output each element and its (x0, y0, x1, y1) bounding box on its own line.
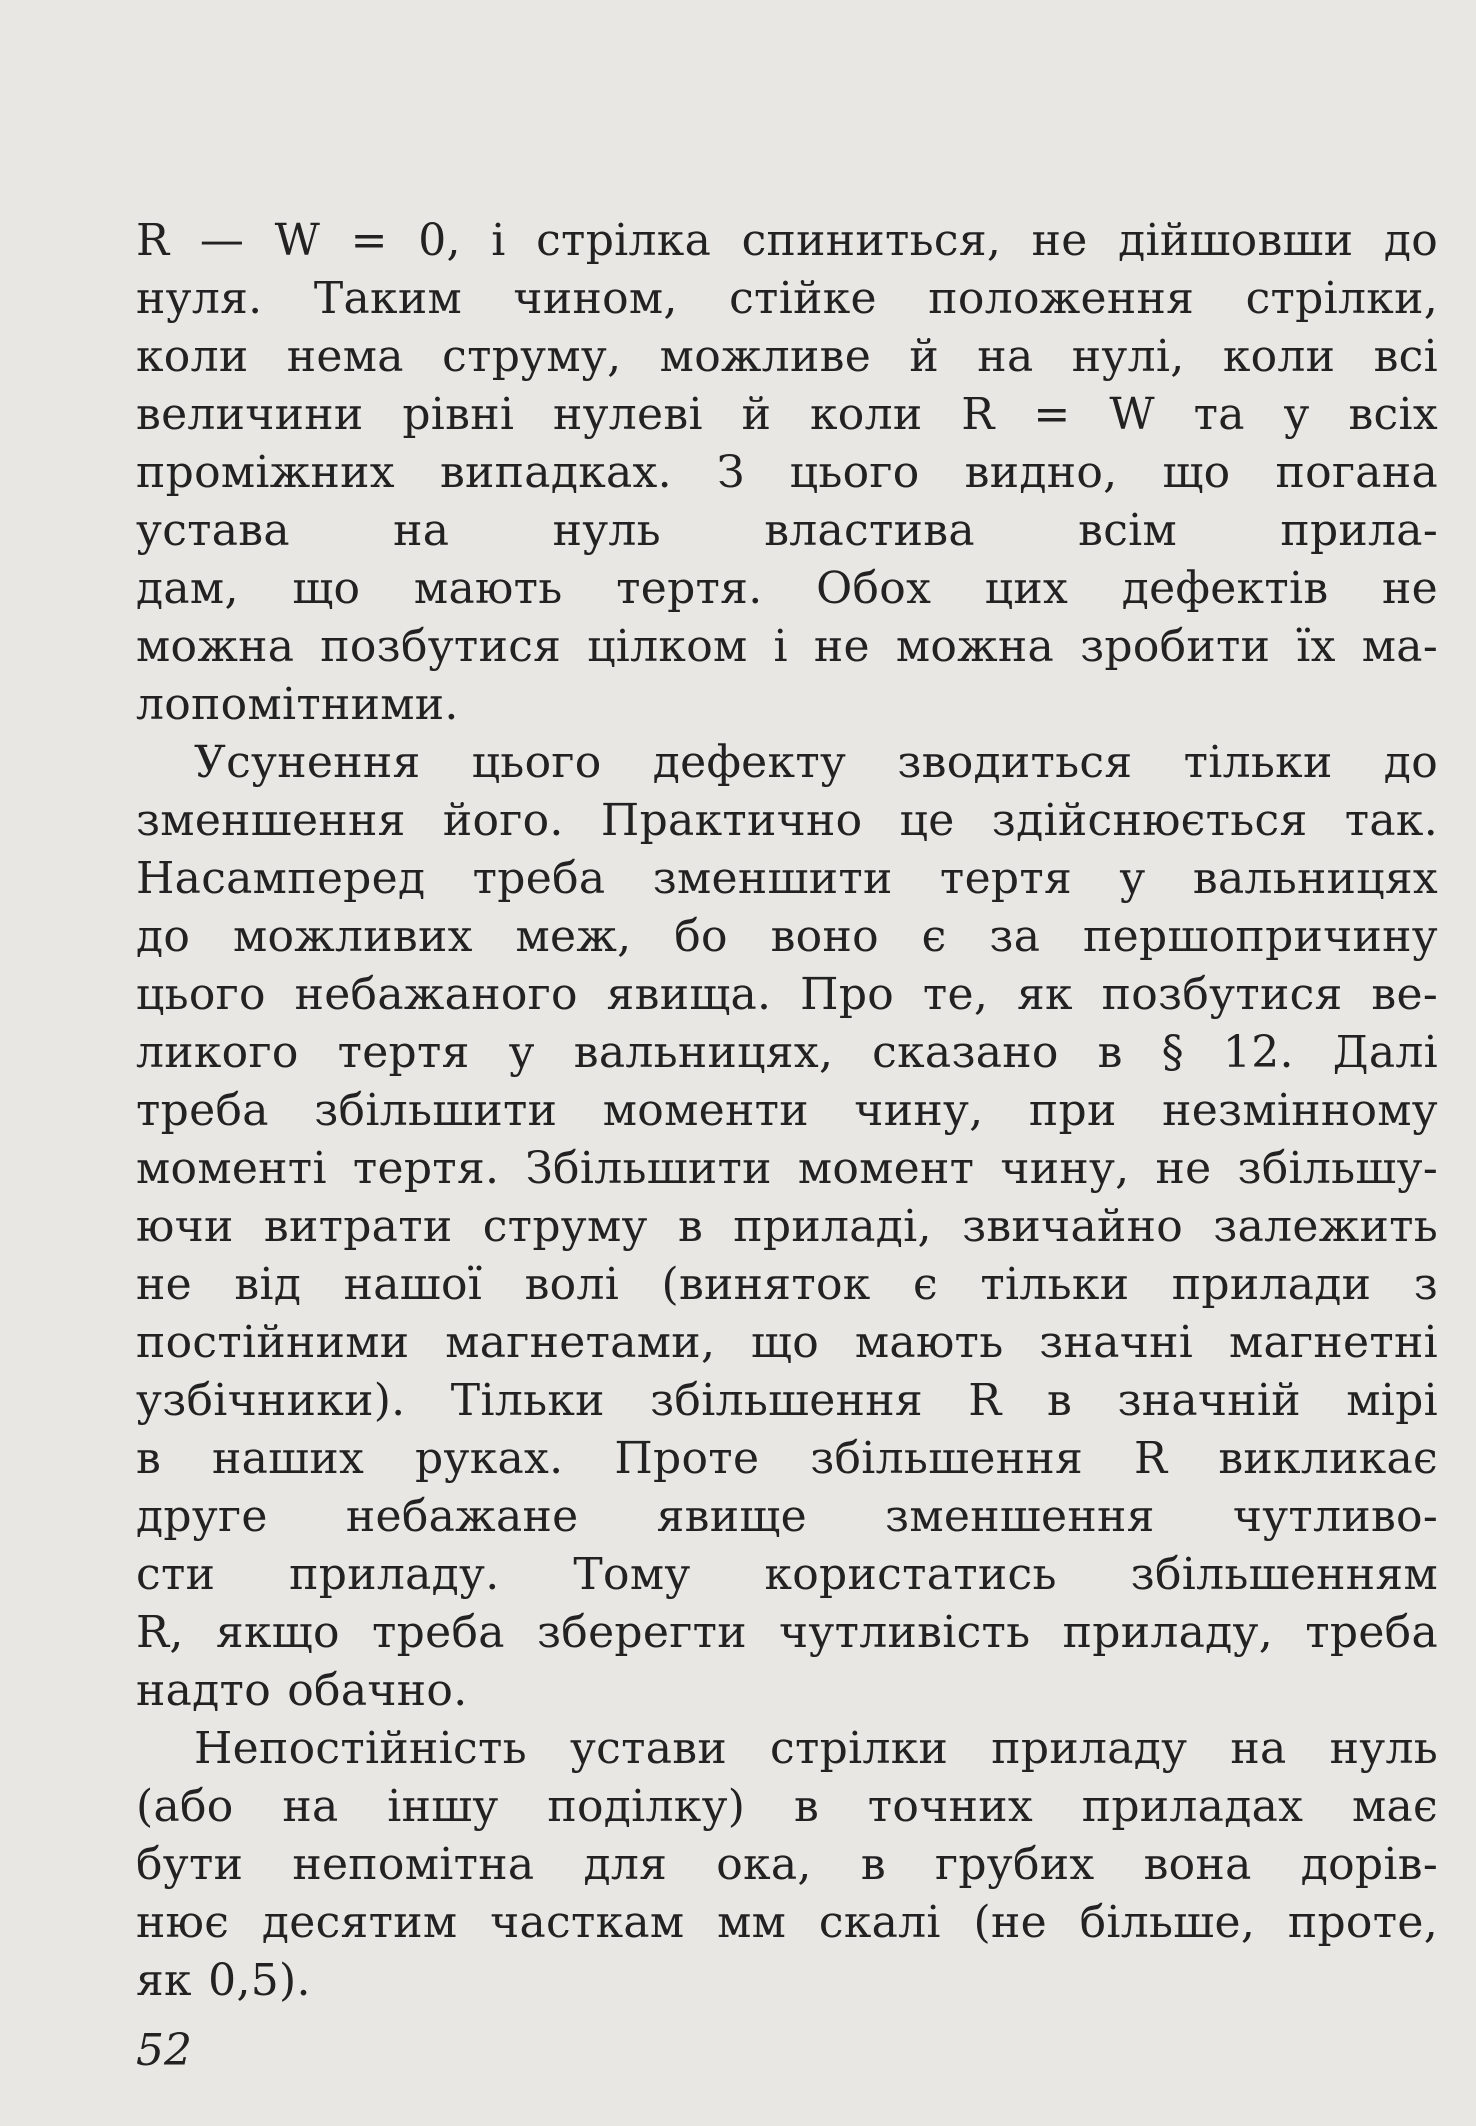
text-line: бути непомітна для ока, в грубих вона дорів- (136, 1839, 1438, 1890)
text-line: до можливих меж, бо воно є за першопричину (136, 911, 1438, 962)
paragraph-2 (136, 734, 1438, 1720)
text-line: Усунення цього дефекту зводиться тільки до (194, 737, 1438, 788)
text-line: треба збільшити моменти чину, при незмінному (136, 1085, 1438, 1136)
text-line: R — W = 0, і стрілка спиниться, не дійшовши до (136, 215, 1438, 266)
text-line: цього небажаного явища. Про те, як позбутися ве- (136, 969, 1438, 1020)
text-line: (або на іншу поділку) в точних приладах має (136, 1781, 1438, 1832)
text-line: лопомітними. (136, 679, 459, 730)
text-line: ючи витрати струму в приладі, звичайно залежить (136, 1201, 1438, 1252)
text-line: постійними магнетами, що мають значні магнетні (136, 1317, 1438, 1368)
text-line: не від нашої волі (виняток є тільки прилади з (136, 1259, 1438, 1310)
text-line: нює десятим часткам мм скалі (не більше, проте, (136, 1897, 1438, 1948)
text-line: Насамперед треба зменшити тертя у вальницях (136, 853, 1438, 904)
text-line: величини рівні нулеві й коли R = W та у всіх (136, 389, 1438, 440)
paragraph-3 (136, 1720, 1438, 2010)
text-line: дам, що мають тертя. Обох цих дефектів не (136, 563, 1438, 614)
text-line: сти приладу. Тому користатись збільшенням (136, 1549, 1438, 1600)
text-line: зменшення його. Практично це здійснюється так. (136, 795, 1438, 846)
text-line: проміжних випадках. З цього видно, що погана (136, 447, 1438, 498)
text-line: ликого тертя у вальницях, сказано в § 12. Далі (136, 1027, 1438, 1078)
text-line: коли нема струму, можливе й на нулі, коли всі (136, 331, 1438, 382)
text-line: як 0,5). (136, 1955, 311, 2006)
page-number: 52 (136, 2025, 192, 2076)
text-line: узбічники). Тільки збільшення R в значній мірі (136, 1375, 1438, 1426)
text-line: моменті тертя. Збільшити момент чину, не збільшу- (136, 1143, 1438, 1194)
text-line: устава на нуль властива всім прила- (136, 505, 1438, 556)
paragraph-1 (136, 212, 1438, 734)
text-line: надто обачно. (136, 1665, 468, 1716)
text-line: в наших руках. Проте збільшення R викликає (136, 1433, 1438, 1484)
text-line: можна позбутися цілком і не можна зробити їх ма- (136, 621, 1438, 672)
text-line: друге небажане явище зменшення чутливо- (136, 1491, 1438, 1542)
text-line: Непостійність устави стрілки приладу на нуль (194, 1723, 1438, 1774)
text-line: нуля. Таким чином, стійке положення стрілки, (136, 273, 1438, 324)
text-line: R, якщо треба зберегти чутливість приладу, треба (136, 1607, 1438, 1658)
